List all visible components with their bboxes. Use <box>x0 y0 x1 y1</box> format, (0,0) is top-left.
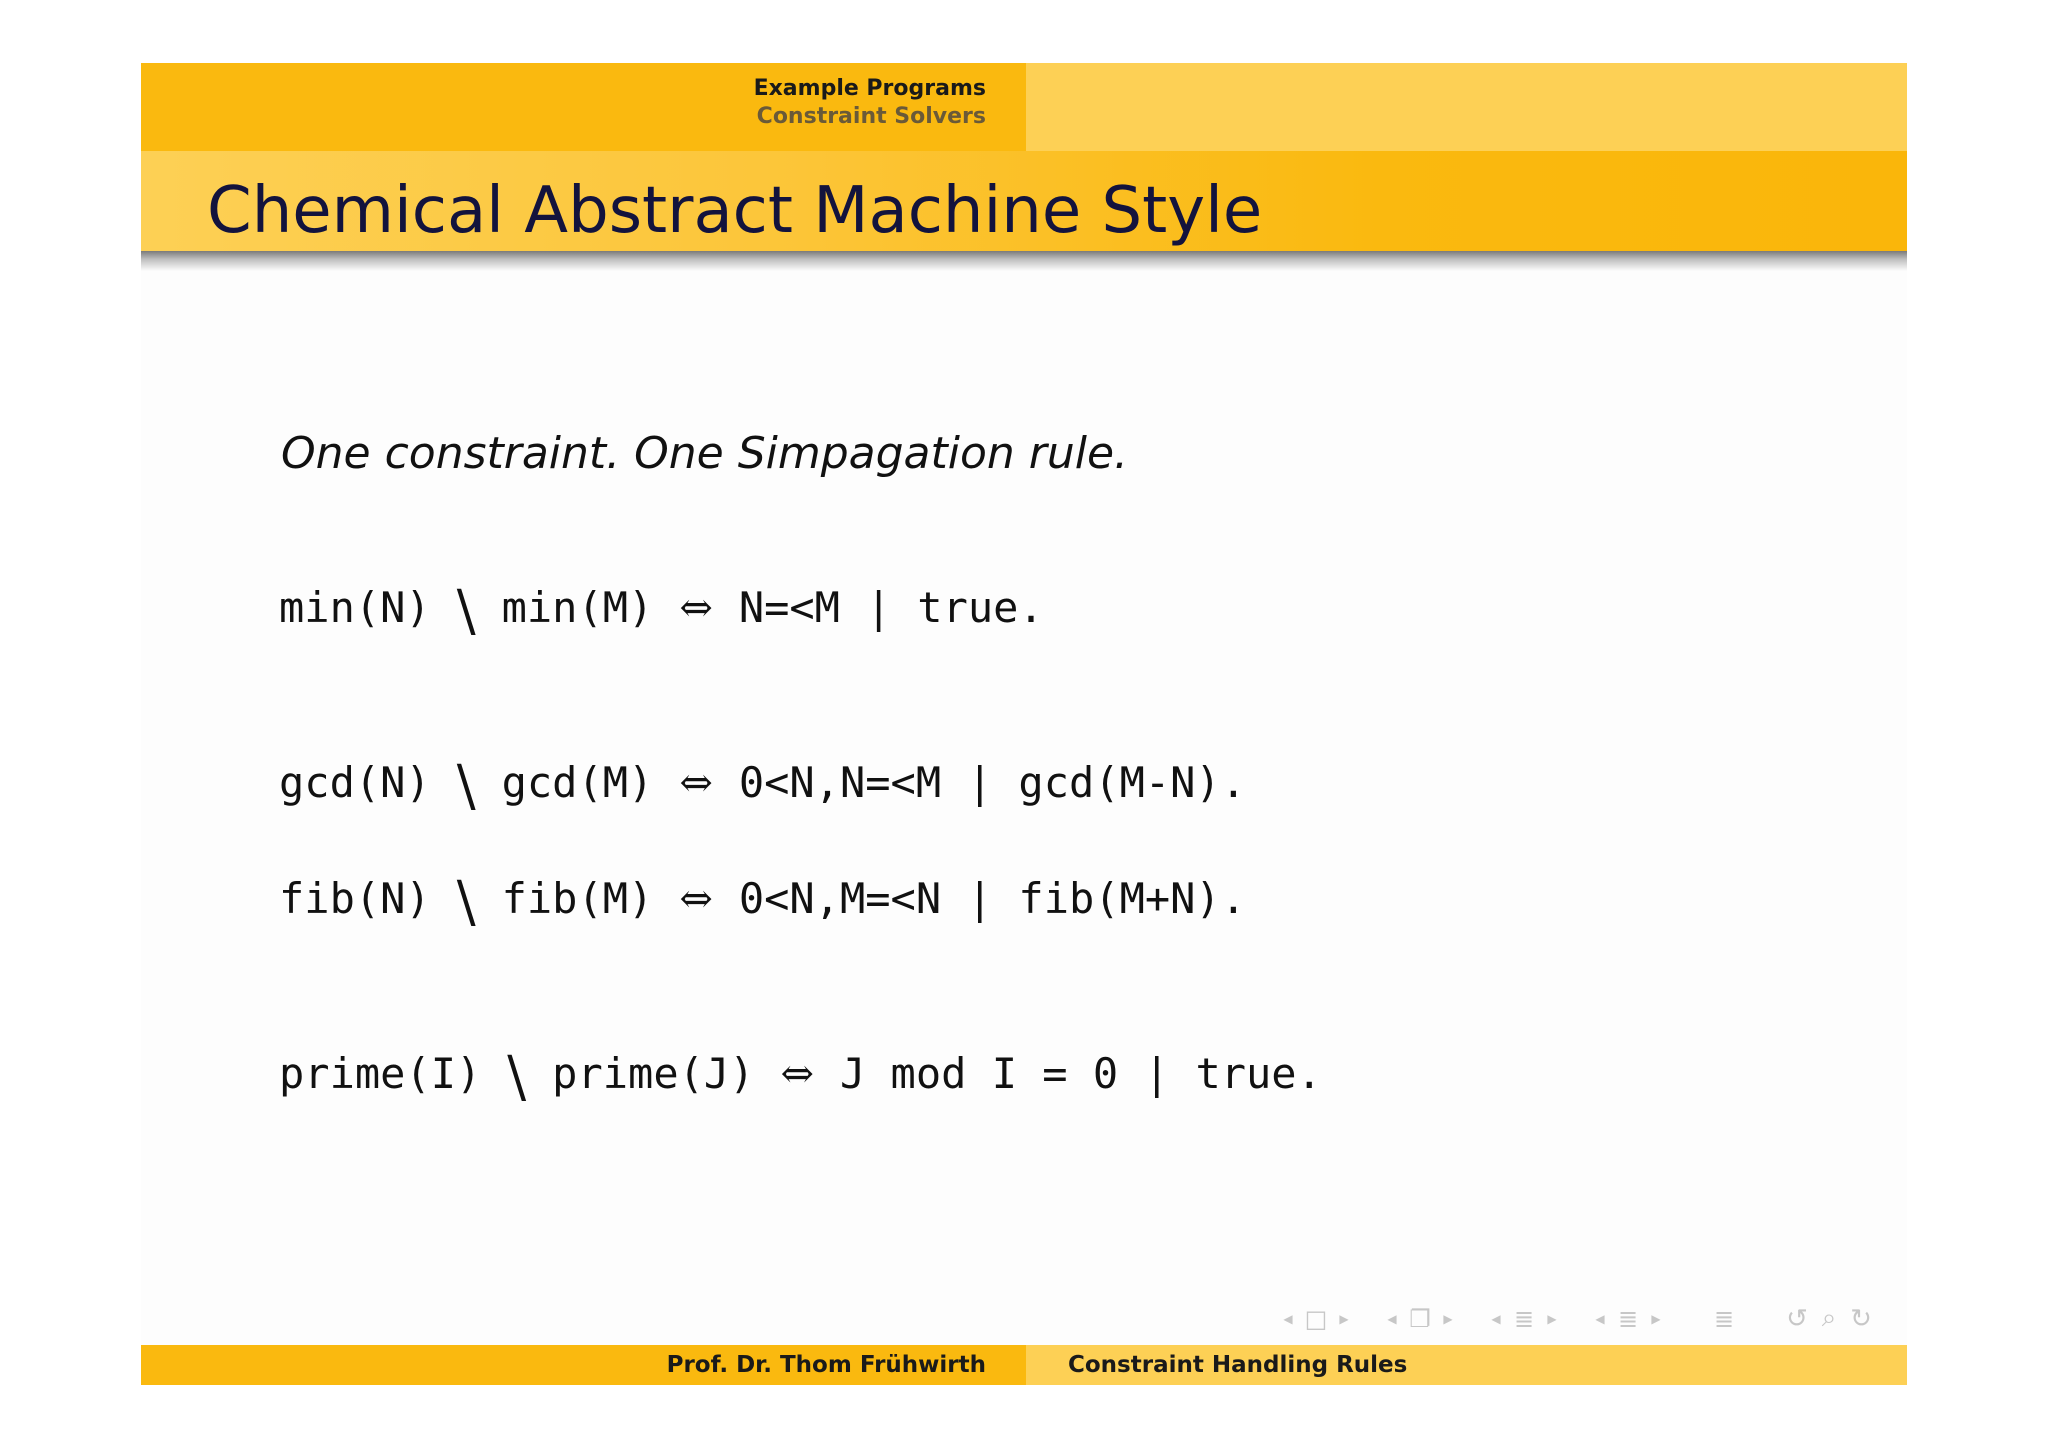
rule-separator: \ <box>456 754 476 819</box>
rule-removed-head: gcd(M) <box>501 758 654 807</box>
rule-arrow: ⇔ <box>679 875 713 922</box>
next-subsection-icon[interactable]: ▶ <box>1443 1311 1453 1326</box>
frame-title-bar <box>141 151 1907 251</box>
undo-icon[interactable]: ↺ <box>1786 1303 1808 1334</box>
rule-body: true. <box>1195 1049 1322 1098</box>
rule-removed-head: min(M) <box>501 583 654 632</box>
rule-fib <box>279 866 1246 935</box>
rule-min <box>279 575 1044 644</box>
header-section-panel <box>141 63 1026 151</box>
search-icon[interactable]: ⌕ <box>1821 1303 1837 1333</box>
rule-kept-head: prime(I) <box>279 1049 482 1098</box>
next-document-icon[interactable]: ▶ <box>1651 1311 1661 1326</box>
footer-author-panel <box>141 1345 1026 1385</box>
redo-icon[interactable]: ↻ <box>1850 1303 1872 1334</box>
rule-body: fib(M+N). <box>1018 874 1246 923</box>
header-right-panel <box>1026 63 1907 151</box>
rule-arrow: ⇔ <box>780 1050 814 1097</box>
rule-kept-head: gcd(N) <box>279 758 431 807</box>
rule-bar: | <box>967 874 993 923</box>
section-icon[interactable]: ≣ <box>1513 1304 1535 1333</box>
footer-bar <box>141 1345 1907 1385</box>
rule-separator: \ <box>456 579 476 644</box>
subsection-title[interactable]: Constraint Solvers <box>756 104 986 129</box>
intro-text: One constraint. One Simpagation rule. <box>281 428 1129 479</box>
document-icon[interactable]: ≣ <box>1617 1304 1639 1333</box>
prev-section-icon[interactable]: ◀ <box>1491 1311 1501 1326</box>
section-title[interactable]: Example Programs <box>753 76 986 101</box>
frame-title-shadow <box>141 251 1907 271</box>
rule-gcd <box>279 750 1246 819</box>
rule-arrow: ⇔ <box>679 584 713 631</box>
rule-body: true. <box>917 583 1044 632</box>
prev-frame-icon[interactable]: ◀ <box>1283 1311 1293 1326</box>
rule-guard: N=<M <box>738 583 840 632</box>
rule-bar: | <box>967 758 993 807</box>
rule-body: gcd(M-N). <box>1018 758 1246 807</box>
next-frame-icon[interactable]: ▶ <box>1339 1311 1349 1326</box>
rule-guard: 0<N,M=<N <box>738 874 942 923</box>
navigation-bar <box>1277 1303 1877 1334</box>
prev-document-icon[interactable]: ◀ <box>1595 1311 1605 1326</box>
rule-guard: 0<N,N=<M <box>738 758 942 807</box>
rule-bar: | <box>865 583 892 632</box>
prev-subsection-icon[interactable]: ◀ <box>1387 1311 1397 1326</box>
footer-title-panel <box>1026 1345 1907 1385</box>
rule-kept-head: min(N) <box>279 583 431 632</box>
rule-bar: | <box>1144 1049 1170 1098</box>
rule-removed-head: prime(J) <box>552 1049 755 1098</box>
rule-separator: \ <box>507 1045 527 1110</box>
footer-title: Constraint Handling Rules <box>1068 1352 1408 1378</box>
rule-removed-head: fib(M) <box>501 874 654 923</box>
frame-icon[interactable]: □ <box>1304 1304 1328 1333</box>
frame-title: Chemical Abstract Machine Style <box>207 174 1263 248</box>
rule-prime <box>279 1041 1322 1110</box>
header-bar <box>141 63 1907 151</box>
rule-kept-head: fib(N) <box>279 874 431 923</box>
footer-author: Prof. Dr. Thom Frühwirth <box>666 1352 986 1378</box>
slide <box>141 63 1907 1385</box>
subsection-icon[interactable]: ❐ <box>1409 1304 1431 1333</box>
rule-separator: \ <box>456 870 476 935</box>
next-section-icon[interactable]: ▶ <box>1547 1311 1557 1326</box>
rule-guard: J mod I = 0 <box>839 1049 1119 1098</box>
rule-arrow: ⇔ <box>679 759 713 806</box>
appendix-icon[interactable]: ≣ <box>1713 1304 1735 1333</box>
